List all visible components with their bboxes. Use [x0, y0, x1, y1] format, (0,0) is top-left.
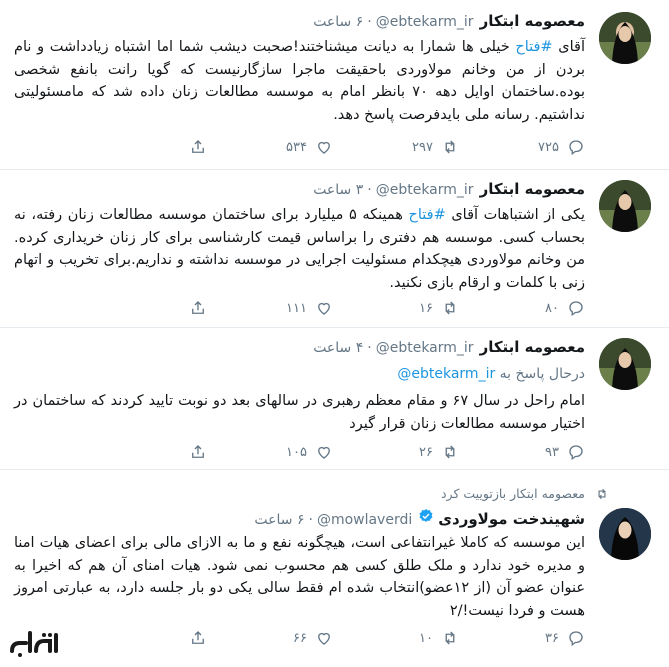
- author-handle[interactable]: @ebtekarm_ir: [375, 14, 474, 30]
- author-handle[interactable]: @ebtekarm_ir: [375, 340, 474, 356]
- like-icon: [315, 138, 333, 156]
- tweet-text: [14, 204, 585, 294]
- share-button[interactable]: [81, 629, 207, 647]
- like-icon: [315, 299, 333, 317]
- share-icon: [189, 443, 207, 461]
- tweet-header: [14, 338, 585, 360]
- tweet[interactable]: [0, 0, 669, 170]
- author-name[interactable]: معصومه ابتکار: [479, 180, 585, 198]
- share-icon: [189, 138, 207, 156]
- tweet-header: [14, 12, 585, 34]
- tweet-text-part: آقای: [552, 39, 585, 55]
- tweet-text: [14, 36, 585, 126]
- like-count: ۱۱۱: [286, 300, 307, 316]
- retweet-icon: [441, 138, 459, 156]
- author-name[interactable]: معصومه ابتکار: [479, 12, 585, 30]
- retweet-note-text[interactable]: معصومه ابتکار بازتوییت کرد: [440, 486, 585, 501]
- timestamp[interactable]: ۴ ساعت: [313, 340, 364, 356]
- tweet-actions: [14, 442, 585, 462]
- tweet-text: امام راحل در سال ۶۷ و مقام معظم رهبری در سالهای بعد دو نوبت تایید کردند که ساختمان در اختیار موسسه مطالعات زنان قرار گیرد: [14, 393, 585, 432]
- retweet-button[interactable]: [333, 138, 459, 156]
- avatar[interactable]: [599, 180, 651, 232]
- reply-icon: [567, 443, 585, 461]
- share-icon: [189, 299, 207, 317]
- tweet[interactable]: [0, 170, 669, 328]
- reply-count: ۸۰: [545, 300, 559, 316]
- hashtag-link[interactable]: #فتاح: [515, 39, 553, 55]
- timestamp[interactable]: ۶ ساعت: [313, 14, 364, 30]
- avatar[interactable]: [599, 12, 651, 64]
- like-count: ۶۶: [293, 630, 307, 646]
- tweet-header: [14, 180, 585, 202]
- avatar[interactable]: [599, 508, 651, 560]
- share-icon: [189, 629, 207, 647]
- like-count: ۱۰۵: [286, 444, 307, 460]
- reply-button[interactable]: [459, 299, 585, 317]
- retweet-icon: [441, 299, 459, 317]
- retweet-count: ۱۰: [419, 630, 433, 646]
- tweet-text-part: همینکه ۵ میلیارد برای ساختمان موسسه مطالعات زنان رفته، نه بحساب کسی. موسسه هم دفتری را براساس قیمت کارشناسی برای کار زنان خریداری کرده. من وخانم مولاوردی هیچکدام مسئولیت اجرایی در موسسه نداشته و نداریم.برای تخریب و اتهام زنی با کلمات و ارقام بازی نکنید.: [14, 207, 585, 291]
- reply-icon: [567, 629, 585, 647]
- retweet-count: ۱۶: [419, 300, 433, 316]
- retweet-icon: [441, 629, 459, 647]
- avatar[interactable]: [599, 338, 651, 390]
- tweet[interactable]: [0, 470, 669, 667]
- author-name[interactable]: معصومه ابتکار: [479, 338, 585, 356]
- site-logo-watermark: [6, 621, 62, 661]
- like-button[interactable]: [207, 138, 333, 156]
- like-count: ۵۳۴: [286, 139, 307, 155]
- tweet-text-part: یکی از اشتباهات آقای: [445, 207, 586, 223]
- retweet-note: [441, 486, 609, 501]
- tweet-text: این موسسه که کاملا غیرانتفاعی است، هیچگونه نفع و ما به الازای مالی برای اعضای هیات امنا و مدیره خود ندارد و ملک طلق کسی هم محسوب نمی شود. هیات امنای آن هم که اخیرا به عنوان عضو آن (از ۱۲عضو)انتخاب شده ام فقط سالی یکی دو بار جلسه دارد، به عبارتی امروز هست و فردا نیست!/۲: [14, 535, 585, 619]
- reply-icon: [567, 299, 585, 317]
- mention-link[interactable]: @ebtekarm_ir: [397, 366, 496, 382]
- retweet-icon: [595, 487, 609, 501]
- tweet-header: [14, 508, 585, 530]
- like-icon: [315, 629, 333, 647]
- dot-separator: ·: [367, 182, 372, 198]
- reply-icon: [567, 138, 585, 156]
- retweet-button[interactable]: [333, 299, 459, 317]
- share-button[interactable]: [81, 138, 207, 156]
- dot-separator: ·: [367, 340, 372, 356]
- dot-separator: ·: [367, 14, 372, 30]
- tweet-actions: [14, 298, 585, 318]
- hashtag-link[interactable]: #فتاح: [408, 207, 446, 223]
- timestamp[interactable]: ۶ ساعت: [254, 512, 305, 528]
- share-button[interactable]: [81, 299, 207, 317]
- reply-count: ۷۲۵: [538, 139, 559, 155]
- tweet-text-part: خیلی ها شمارا به دیانت میشناختند!صحبت دیشب شما اما اشتباه زیادداشت و نام بردن از من وخانم مولاوردی باحقیقت ماجرا سازگارنیست که گویا رانت بانفع شخصی بوده.ساختمان اوایل دهه ۷۰ بانظر امام به موسسه مطالعات زنان داده شد که مامسئولیتی نداشتیم. رسانه ملی بایدفرصت پاسخ دهد.: [14, 39, 585, 123]
- author-handle[interactable]: @ebtekarm_ir: [375, 182, 474, 198]
- verified-icon: [418, 508, 434, 524]
- like-button[interactable]: [207, 629, 333, 647]
- reply-count: ۹۳: [545, 444, 559, 460]
- tweet[interactable]: [0, 328, 669, 470]
- tweet-actions: [14, 137, 585, 157]
- replying-label: درحال پاسخ به: [499, 366, 585, 382]
- retweet-button[interactable]: [333, 443, 459, 461]
- replying-to: [14, 364, 585, 384]
- tweet-actions: [14, 628, 585, 648]
- reply-button[interactable]: [459, 138, 585, 156]
- reply-count: ۳۶: [545, 630, 559, 646]
- retweet-icon: [441, 443, 459, 461]
- retweet-count: ۲۶: [419, 444, 433, 460]
- like-button[interactable]: [207, 299, 333, 317]
- retweet-button[interactable]: [333, 629, 459, 647]
- author-handle[interactable]: @mowlaverdi: [316, 512, 413, 528]
- like-icon: [315, 443, 333, 461]
- timestamp[interactable]: ۳ ساعت: [313, 182, 364, 198]
- share-button[interactable]: [81, 443, 207, 461]
- reply-button[interactable]: [459, 629, 585, 647]
- author-name[interactable]: شهیندخت مولاوردی: [438, 510, 585, 528]
- dot-separator: ·: [308, 512, 313, 528]
- like-button[interactable]: [207, 443, 333, 461]
- retweet-count: ۲۹۷: [412, 139, 433, 155]
- reply-button[interactable]: [459, 443, 585, 461]
